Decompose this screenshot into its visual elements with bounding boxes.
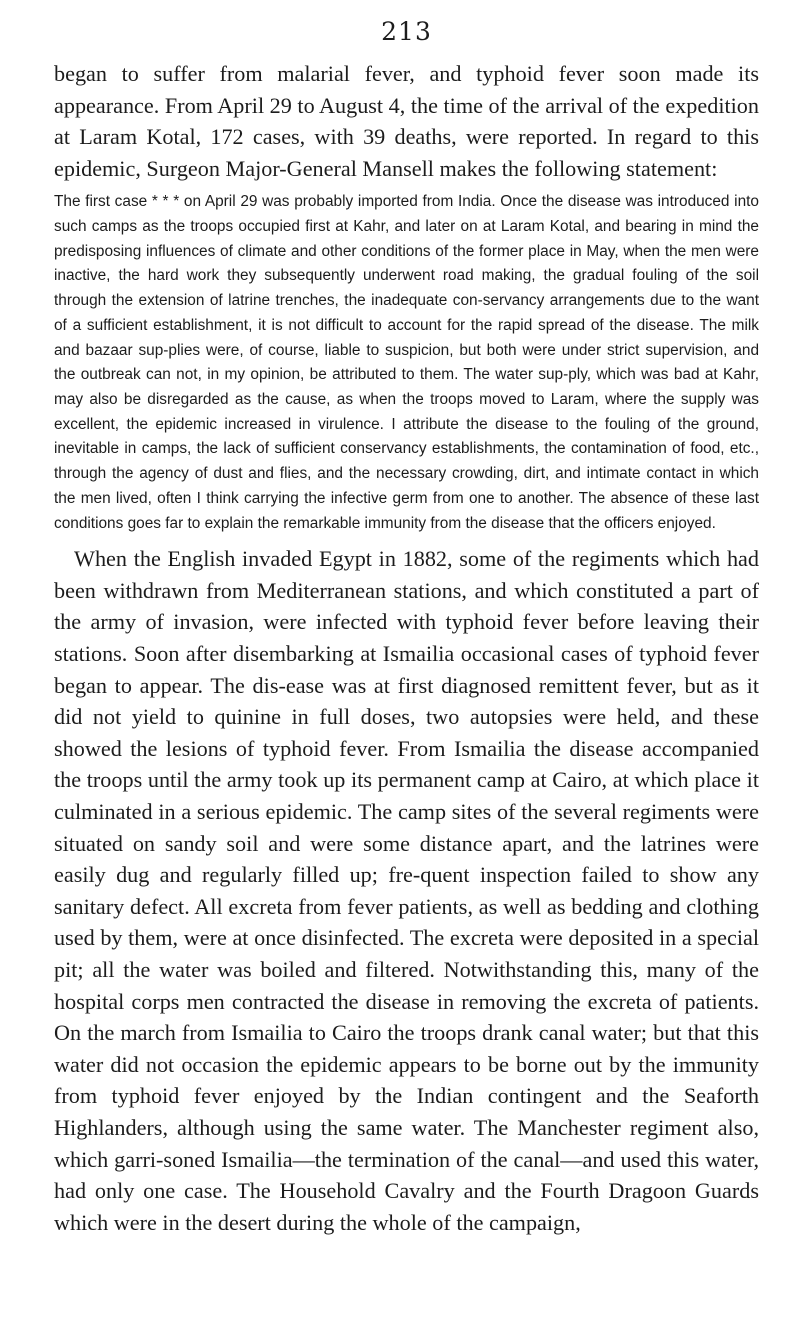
page-number: 213 [381, 17, 432, 46]
body-paragraph-1: began to suffer from malarial fever, and typhoid fever soon made its appearance. From April 29 to August 4, the time of the arrival of the expedition at Laram Kotal, 172 cases, with 39 deaths, were reported. In regard to this epidemic, Surgeon Major-General Mansell makes the following statement: [54, 61, 759, 181]
block-quote: The first case * * * on April 29 was probably imported from India. Once the disease was introduced into such camps as the troops occupied first at Kahr, and later on at Laram Kotal, and bearing in mind the predisposing influences of climate and other conditions of the former place in May, when the men were inactive, the hard work they subsequently underwent road making, the gradual fouling of the soil through the extension of latrine trenches, the inadequate con-servancy arrangements due to the want of a sufficient establishment, it is not difficult to account for the rapid spread of the disease. The milk and bazaar sup-plies were, of course, liable to suspicion, but both were under strict supervision, and the outbreak can not, in my opinion, be attributed to them. The water sup-ply, which was bad at Kahr, may also be disregarded as the cause, as when the troops moved to Laram, where the supply was excellent, the epidemic increased in virulence. I attribute the disease to the fouling of the ground, inevitable in camps, the lack of sufficient conservancy establishments, the contamination of food, etc., through the agency of dust and flies, and the necessary crowding, dirt, and intimate contact in which the men lived, often I think carrying the infective germ from one to another. The absence of these last conditions goes far to explain the remarkable immunity from the disease that the officers enjoyed. [54, 193, 759, 532]
body-paragraph-2: When the English invaded Egypt in 1882, some of the regiments which had been withdrawn from Mediterranean stations, and which constituted a part of the army of invasion, were infected with typhoid fever before leaving their stations. Soon after disembarking at Ismailia occasional cases of typhoid fever began to appear. The dis-ease was at first diagnosed remittent fever, but as it did not yield to quinine in full doses, two autopsies were held, and these showed the lesions of typhoid fever. From Ismailia the disease accompanied the troops until the army took up its permanent camp at Cairo, at which place it culminated in a serious epidemic. The camp sites of the several regiments were situated on sandy soil and were some distance apart, and the latrines were easily dug and regularly filled up; fre-quent inspection failed to show any sanitary defect. All excreta from fever patients, as well as bedding and clothing used by them, were at once disinfected. The excreta were deposited in a special pit; all the water was boiled and filtered. Notwithstanding this, many of the hospital corps men contracted the disease in removing the excreta of patients. On the march from Ismailia to Cairo the troops drank canal water; but that this water did not occasion the epidemic appears to be borne out by the immunity from typhoid fever enjoyed by the Indian contingent and the Seaforth Highlanders, although using the same water. The Manchester regiment also, which garri-soned Ismailia—the termination of the canal—and used this water, had only one case. The Household Cavalry and the Fourth Dragoon Guards which were in the desert during the whole of the campaign, [54, 546, 759, 1235]
